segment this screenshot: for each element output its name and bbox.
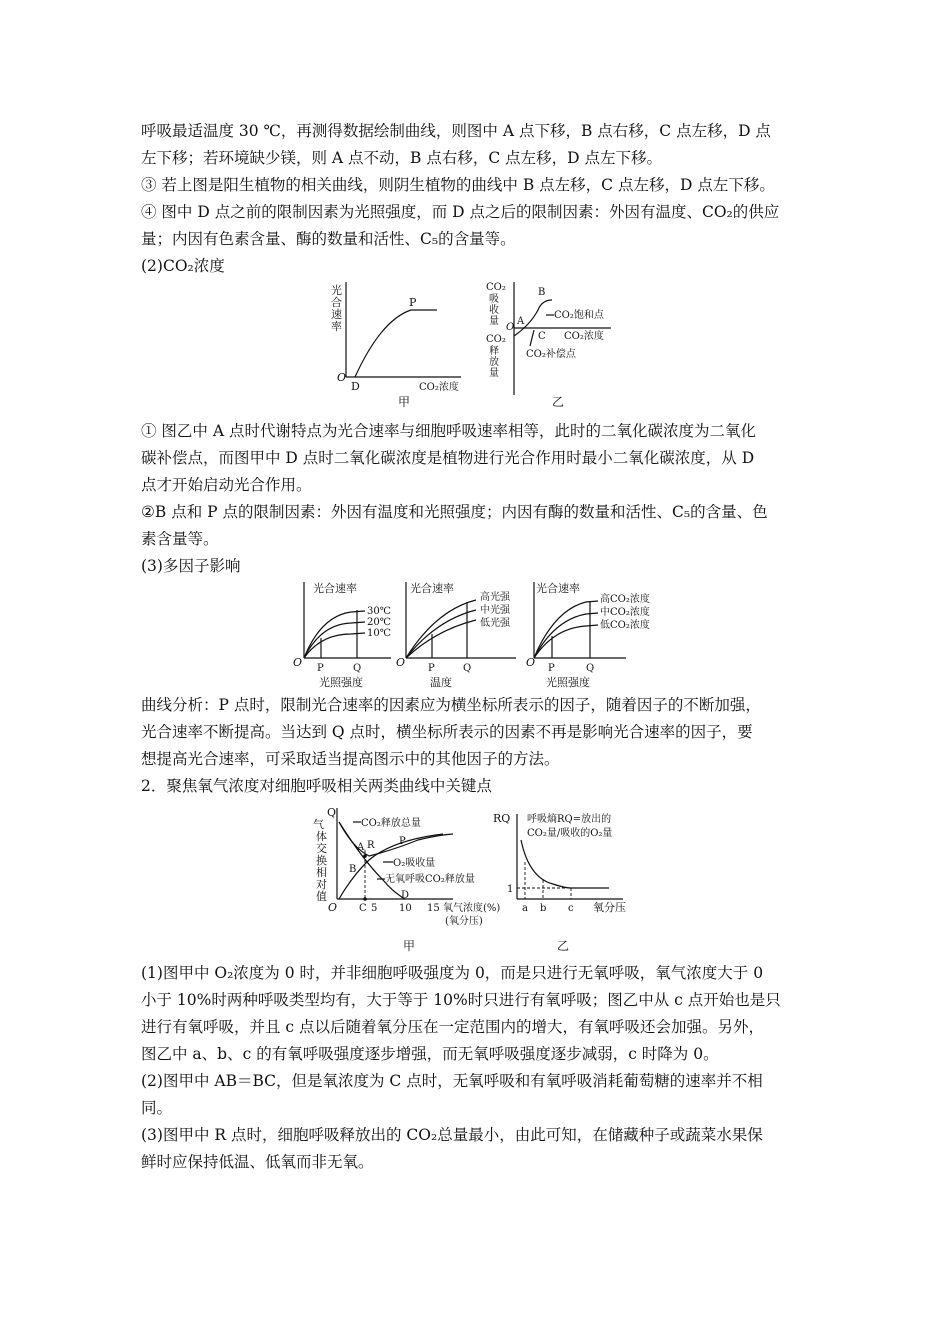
curve-label-low: 低CO₂浓度 [600, 620, 650, 631]
curve-label-mid: 20℃ [367, 617, 391, 628]
paragraph-line: 左下移；若环境缺少镁，则 A 点不动，B 点右移，C 点左移，D 点左下移。 [141, 149, 663, 167]
section-heading-oxygen: 2．聚焦氧气浓度对细胞呼吸相关两类曲线中关键点 [141, 777, 492, 795]
point-a-label: A [517, 316, 525, 327]
paragraph-line: ① 图乙中 A 点时代谢特点为光合速率与细胞呼吸速率相等，此时的二氧化碳浓度为二氧化 [141, 422, 756, 440]
section-heading-co2: (2)CO₂浓度 [141, 257, 225, 275]
y-label: 光合速率 [313, 582, 357, 595]
y-label: 光合速率 [536, 582, 580, 595]
paragraph-line: 呼吸最适温度 30 ℃，再测得数据绘制曲线，则图中 A 点下移，B 点右移，C 点左移，D 点 [141, 122, 771, 140]
tick-a: a [522, 903, 528, 914]
figure-oxygen-right [493, 812, 626, 953]
point-r-label: R [367, 840, 375, 851]
figure-caption: 甲 [403, 939, 416, 953]
curve-low [534, 625, 598, 658]
p-label: P [428, 663, 435, 674]
paragraph-line: (1)图甲中 O₂浓度为 0 时，并非细胞呼吸强度为 0，而是只进行无氧呼吸，氧气浓度大于 0 [141, 964, 764, 982]
paragraph-line: 曲线分析：P 点时，限制光合速率的因素应为横坐标所表示的因子，随着因子的不断加强， [141, 696, 761, 714]
q-label: Q [327, 806, 337, 819]
paragraph-line: ④ 图中 D 点之前的限制因素为光照强度，而 D 点之后的限制因素：外因有温度、CO₂的供应 [141, 203, 780, 221]
y-label-char: 率 [331, 320, 342, 333]
point-d-label: D [401, 890, 410, 901]
y-label-char: 合 [331, 296, 342, 309]
y-label: 光合速率 [410, 582, 454, 595]
rq-curve [521, 840, 609, 888]
paragraph-line: 进行有氧呼吸，并且 c 点以后随着氧分压在一定范围内的增大，有氧呼吸还会加强。另外， [141, 1018, 765, 1036]
paragraph-line: (2)图甲中 AB＝BC，但是氧浓度为 C 点时，无氧呼吸和有氧呼吸消耗葡萄糖的速率并不相 [141, 1072, 763, 1090]
y-label: RQ [493, 812, 511, 825]
origin-label: O [328, 901, 338, 914]
figure-multi-factor [141, 580, 821, 692]
y-label-char: 速 [331, 308, 342, 321]
anaerobic-label: 无氧呼吸CO₂释放量 [385, 874, 475, 885]
figure-co2-curves [141, 280, 821, 418]
curve-high [304, 611, 365, 658]
paragraph-line: ③ 若上图是阳生植物的相关曲线，则阴生植物的曲线中 B 点左移，C 点左移，D 点左下移。 [141, 176, 775, 194]
y-label-char: 体 [316, 830, 327, 843]
origin-label: O [506, 322, 515, 333]
top-label: 量 [489, 316, 499, 327]
paragraph-line: 碳补偿点，而图甲中 D 点时二氧化碳浓度是植物进行光合作用时最小二氧化碳浓度，从 D [141, 449, 755, 467]
o2-label: O₂吸收量 [393, 858, 436, 869]
point-c-dot [363, 897, 367, 901]
y-label-char: 换 [316, 854, 327, 867]
origin-label: O [526, 656, 536, 669]
panel-co2 [526, 581, 650, 689]
bottom-label: 量 [489, 368, 499, 379]
tick-5: 5 [371, 903, 378, 914]
paragraph-line: 点才开始启动光合作用。 [141, 476, 312, 494]
bottom-label: CO₂ [486, 334, 506, 345]
q-label: Q [463, 663, 472, 674]
y-label-char: 值 [316, 890, 327, 903]
origin-label: O [337, 371, 347, 384]
point-d-label: D [351, 380, 360, 393]
point-b-label: B [538, 287, 546, 298]
x-axis-label: 温度 [430, 676, 452, 689]
tick-15: 15 [427, 903, 440, 914]
point-p-label: P [409, 296, 417, 309]
curve-label-mid: 中CO₂浓度 [600, 607, 650, 618]
panel-temperature [293, 581, 391, 689]
paragraph-line: (3)图甲中 R 点时，细胞呼吸释放出的 CO₂总量最小，由此可知，在储藏种子或蔬菜水果保 [141, 1126, 763, 1144]
paragraph-line: 量；内因有色素含量、酶的数量和活性、C₅的含量等。 [141, 230, 516, 248]
top-label: CO₂ [486, 282, 506, 293]
figure-oxygen-svg [141, 800, 821, 960]
photosynthesis-curve [355, 310, 437, 377]
tick-c: c [568, 903, 574, 914]
bottom-label: 释 [489, 346, 499, 357]
saturation-label: CO₂饱和点 [554, 310, 604, 321]
point-r-dot [363, 854, 367, 858]
formula-line-2: CO₂量/吸收的O₂量 [527, 828, 613, 839]
rq-one-label: 1 [507, 884, 514, 895]
y-label-char: 相 [316, 866, 327, 879]
point-c-label: C [359, 903, 367, 914]
figure-co2-svg [141, 280, 821, 418]
document-page [141, 118, 821, 1176]
curve-low [304, 633, 365, 658]
paragraph-line: 想提高光合速率，可采取适当提高图示中的其他因子的方法。 [141, 750, 560, 768]
curve-label-low: 10℃ [367, 628, 391, 639]
curve-label-high: 30℃ [367, 606, 391, 617]
figure-multi-svg [141, 580, 821, 692]
q-label: Q [353, 663, 362, 674]
co2-total-label: CO₂释放总量 [361, 818, 421, 829]
point-c-label: C [538, 331, 546, 342]
x-axis-label: 光照强度 [546, 676, 590, 689]
top-label: 收 [489, 305, 499, 316]
figure-caption: 乙 [557, 939, 570, 953]
q-label: Q [586, 663, 595, 674]
x-axis-label-2: (氧分压) [445, 916, 483, 927]
tick-10: 10 [399, 903, 412, 914]
compensation-pointer [530, 330, 534, 346]
point-p-label: P [399, 836, 406, 847]
x-axis-label: 光照强度 [319, 676, 363, 689]
bottom-label: 放 [489, 357, 499, 368]
paragraph-line: 同。 [141, 1099, 173, 1117]
point-b-label: B [349, 864, 357, 875]
figure-oxygen-left [313, 806, 500, 953]
x-axis-label: 氧分压 [593, 901, 626, 914]
x-axis-label: CO₂浓度 [564, 331, 604, 342]
y-label-char: 光 [331, 284, 342, 297]
x-axis-label: CO₂浓度 [419, 382, 459, 393]
paragraph-line: ②B 点和 P 点的限制因素：外因有温度和光照强度；内因有酶的数量和活性、C₅的含量、色 [141, 503, 768, 521]
paragraph-line: 素含量等。 [141, 530, 219, 548]
paragraph-line: 图乙中 a、b、c 的有氧呼吸强度逐步增强，而无氧呼吸强度逐步减弱，c 时降为 0。 [141, 1045, 719, 1063]
paragraph-line: 鲜时应保持低温、低氧而非无氧。 [141, 1153, 374, 1171]
section-heading-multi: (3)多因子影响 [141, 557, 241, 575]
panel-light [396, 581, 516, 689]
x-axis-label: 氧气浓度(%) [443, 903, 501, 914]
compensation-label: CO₂补偿点 [526, 349, 576, 360]
origin-label: O [396, 656, 406, 669]
figure-co2-left [331, 282, 461, 409]
tick-b: b [540, 903, 547, 914]
p-label: P [548, 663, 555, 674]
curve-label-low: 低光强 [480, 618, 510, 629]
figure-oxygen-curves [141, 800, 821, 960]
figure-co2-right [486, 282, 611, 409]
origin-label: O [293, 656, 303, 669]
paragraph-line: 光合速率不断提高。当达到 Q 点时，横坐标所表示的因素不再是影响光合速率的因子，要 [141, 723, 753, 741]
y-label-char: 交 [316, 842, 327, 855]
formula-line-1: 呼吸熵RQ=放出的 [527, 814, 612, 825]
top-label: 吸 [489, 294, 499, 305]
figure-caption: 乙 [552, 395, 565, 409]
curve-high [534, 601, 598, 658]
curve-mid [534, 613, 598, 658]
curve-label-high: 高光强 [480, 592, 510, 603]
curve-label-high: 高CO₂浓度 [600, 594, 650, 605]
y-label-char: 气 [313, 818, 324, 831]
y-label-char: 对 [316, 878, 327, 891]
curve-label-mid: 中光强 [480, 605, 510, 616]
p-label: P [317, 663, 324, 674]
paragraph-line: 小于 10%时两种呼吸类型均有，大于等于 10%时只进行有氧呼吸；图乙中从 c 点开始也是只 [141, 991, 781, 1009]
point-a-label: A [357, 842, 365, 853]
figure-caption: 甲 [398, 395, 411, 409]
